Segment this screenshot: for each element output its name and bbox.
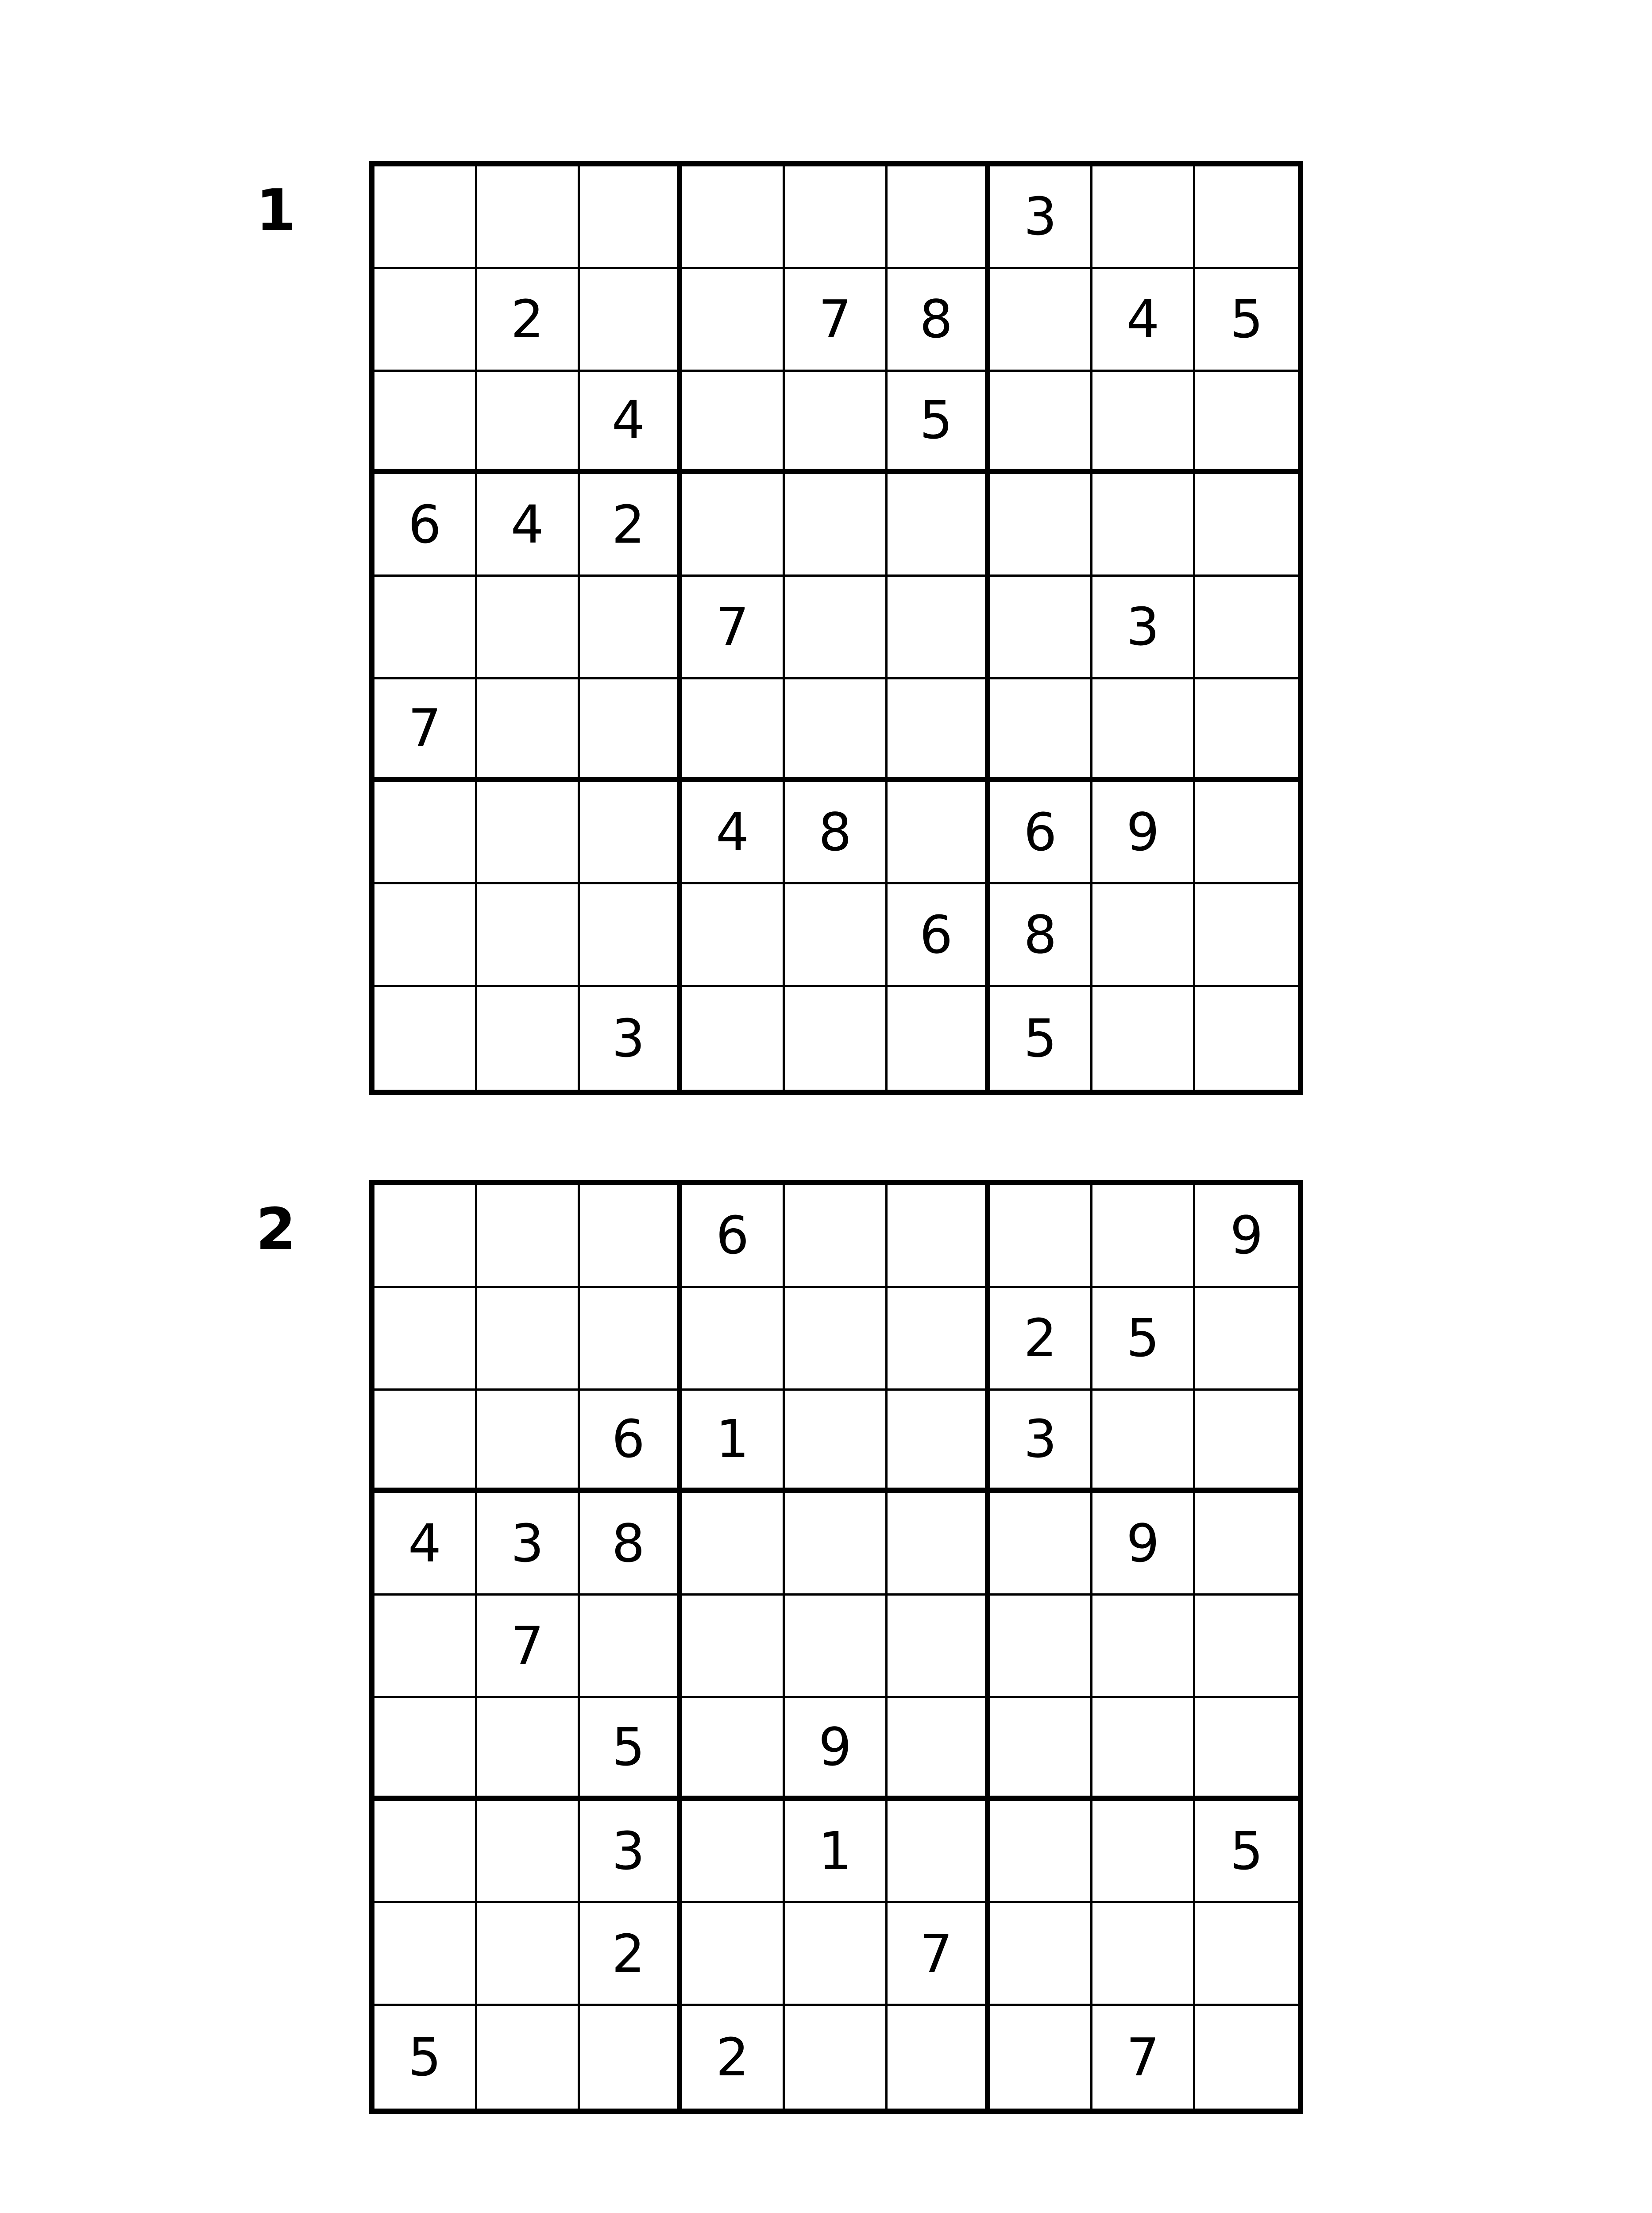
sudoku-cell[interactable] (374, 372, 477, 474)
sudoku-cell[interactable] (682, 1288, 785, 1391)
sudoku-cell[interactable]: 3 (580, 1801, 683, 1904)
sudoku-cell[interactable]: 5 (580, 1698, 683, 1801)
sudoku-cell[interactable] (580, 1185, 683, 1288)
sudoku-cell[interactable]: 3 (990, 1391, 1093, 1493)
sudoku-cell[interactable] (477, 2006, 580, 2109)
sudoku-cell[interactable] (1195, 884, 1298, 987)
sudoku-cell[interactable] (477, 577, 580, 679)
sudoku-cell[interactable] (682, 1698, 785, 1801)
sudoku-cell[interactable] (990, 1185, 1093, 1288)
sudoku-cell[interactable] (580, 166, 683, 269)
sudoku-cell[interactable] (888, 577, 990, 679)
sudoku-cell[interactable]: 3 (580, 987, 683, 1090)
sudoku-cell[interactable] (785, 577, 888, 679)
sudoku-cell[interactable] (888, 987, 990, 1090)
sudoku-cell[interactable] (990, 2006, 1093, 2109)
sudoku-cell[interactable] (1092, 884, 1195, 987)
sudoku-cell[interactable] (477, 372, 580, 474)
sudoku-cell[interactable] (785, 1391, 888, 1493)
sudoku-cell[interactable]: 9 (1195, 1185, 1298, 1288)
sudoku-cell[interactable]: 3 (477, 1493, 580, 1596)
sudoku-cell[interactable] (1195, 2006, 1298, 2109)
sudoku-cell[interactable] (785, 679, 888, 782)
sudoku-cell[interactable] (682, 987, 785, 1090)
sudoku-cell[interactable] (888, 1288, 990, 1391)
sudoku-cell[interactable]: 6 (990, 782, 1093, 885)
sudoku-cell[interactable]: 7 (477, 1596, 580, 1698)
sudoku-cell[interactable]: 5 (990, 987, 1093, 1090)
sudoku-cell[interactable] (990, 577, 1093, 679)
sudoku-cell[interactable] (1092, 679, 1195, 782)
sudoku-cell[interactable] (1195, 577, 1298, 679)
sudoku-cell[interactable] (1195, 1903, 1298, 2006)
sudoku-cell[interactable] (888, 1391, 990, 1493)
sudoku-cell[interactable] (580, 679, 683, 782)
sudoku-cell[interactable]: 4 (682, 782, 785, 885)
sudoku-cell[interactable] (477, 1185, 580, 1288)
sudoku-cell[interactable] (580, 577, 683, 679)
sudoku-cell[interactable]: 7 (1092, 2006, 1195, 2109)
sudoku-cell[interactable] (580, 884, 683, 987)
sudoku-cell[interactable] (785, 987, 888, 1090)
sudoku-cell[interactable] (477, 1801, 580, 1904)
sudoku-cell[interactable] (785, 1185, 888, 1288)
sudoku-cell[interactable]: 2 (580, 1903, 683, 2006)
sudoku-cell[interactable] (888, 474, 990, 577)
sudoku-cell[interactable] (477, 1288, 580, 1391)
sudoku-cell[interactable] (785, 1288, 888, 1391)
sudoku-cell[interactable] (1092, 166, 1195, 269)
sudoku-cell[interactable] (1092, 1801, 1195, 1904)
sudoku-cell[interactable]: 9 (1092, 782, 1195, 885)
sudoku-cell[interactable] (888, 166, 990, 269)
sudoku-cell[interactable]: 1 (785, 1801, 888, 1904)
sudoku-cell[interactable] (477, 1391, 580, 1493)
sudoku-cell[interactable] (682, 269, 785, 372)
sudoku-cell[interactable]: 5 (1092, 1288, 1195, 1391)
sudoku-cell[interactable] (1092, 1903, 1195, 2006)
sudoku-cell[interactable] (1092, 1698, 1195, 1801)
puzzle-number-2: 2 (256, 1195, 296, 1263)
sudoku-cell[interactable] (374, 1903, 477, 2006)
sudoku-cell[interactable] (785, 884, 888, 987)
sudoku-cell[interactable] (1195, 1493, 1298, 1596)
sudoku-cell[interactable] (990, 474, 1093, 577)
sudoku-cell[interactable] (990, 269, 1093, 372)
sudoku-cell[interactable]: 6 (580, 1391, 683, 1493)
sudoku-cell[interactable] (888, 2006, 990, 2109)
sudoku-cell[interactable] (785, 166, 888, 269)
sudoku-cell[interactable]: 8 (580, 1493, 683, 1596)
sudoku-cell[interactable] (374, 782, 477, 885)
puzzle-number-1: 1 (256, 177, 296, 244)
sudoku-cell[interactable] (580, 269, 683, 372)
sudoku-cell[interactable]: 5 (888, 372, 990, 474)
sudoku-cell[interactable]: 6 (888, 884, 990, 987)
sudoku-cell[interactable] (1092, 1596, 1195, 1698)
sudoku-cell[interactable] (374, 987, 477, 1090)
sudoku-cell[interactable] (785, 372, 888, 474)
sudoku-cell[interactable]: 8 (888, 269, 990, 372)
sudoku-cell[interactable] (374, 577, 477, 679)
sudoku-cell[interactable] (990, 1493, 1093, 1596)
sudoku-grid-1 (369, 161, 1303, 1095)
sudoku-cell[interactable] (785, 2006, 888, 2109)
sudoku-cell[interactable] (888, 1185, 990, 1288)
sudoku-cell[interactable]: 2 (990, 1288, 1093, 1391)
sudoku-cell[interactable] (1195, 782, 1298, 885)
sudoku-cell[interactable] (682, 1801, 785, 1904)
sudoku-cell[interactable] (1195, 987, 1298, 1090)
sudoku-cell[interactable] (374, 269, 477, 372)
sudoku-cell[interactable] (374, 1596, 477, 1698)
sudoku-cell[interactable]: 8 (990, 884, 1093, 987)
sudoku-cell[interactable] (888, 1596, 990, 1698)
sudoku-cell[interactable] (477, 782, 580, 885)
sudoku-cell[interactable] (580, 1288, 683, 1391)
sudoku-cell[interactable] (1195, 166, 1298, 269)
sudoku-cell[interactable]: 6 (682, 1185, 785, 1288)
sudoku-cell[interactable] (1092, 474, 1195, 577)
sudoku-cell[interactable] (477, 884, 580, 987)
sudoku-cell[interactable] (1195, 372, 1298, 474)
sudoku-cell[interactable] (374, 884, 477, 987)
sudoku-cell[interactable] (682, 166, 785, 269)
sudoku-cell[interactable]: 4 (1092, 269, 1195, 372)
sudoku-cell[interactable]: 3 (1092, 577, 1195, 679)
sudoku-cell[interactable]: 5 (1195, 1801, 1298, 1904)
sudoku-cell[interactable]: 7 (785, 269, 888, 372)
sudoku-cell[interactable] (888, 782, 990, 885)
sudoku-cell[interactable]: 8 (785, 782, 888, 885)
sudoku-cell[interactable] (374, 1801, 477, 1904)
sudoku-cell[interactable] (580, 782, 683, 885)
sudoku-cell[interactable] (477, 1698, 580, 1801)
sudoku-cell[interactable] (580, 2006, 683, 2109)
sudoku-cell[interactable] (888, 1801, 990, 1904)
sudoku-cell[interactable] (1092, 372, 1195, 474)
sudoku-cell[interactable] (1195, 474, 1298, 577)
sudoku-cell[interactable] (1092, 987, 1195, 1090)
sudoku-cell[interactable]: 4 (374, 1493, 477, 1596)
sudoku-cell[interactable]: 9 (1092, 1493, 1195, 1596)
sudoku-cell[interactable] (888, 1493, 990, 1596)
sudoku-grid-2 (369, 1180, 1303, 2114)
sudoku-cell[interactable]: 2 (477, 269, 580, 372)
sudoku-cell[interactable] (1195, 1288, 1298, 1391)
sudoku-cell[interactable]: 6 (374, 474, 477, 577)
sudoku-cell[interactable] (477, 166, 580, 269)
sudoku-cell[interactable] (990, 1801, 1093, 1904)
sudoku-cell[interactable] (682, 1596, 785, 1698)
sudoku-cell[interactable] (374, 1391, 477, 1493)
sudoku-cell[interactable]: 7 (888, 1903, 990, 2006)
sudoku-cell[interactable] (682, 1903, 785, 2006)
sudoku-cell[interactable] (682, 372, 785, 474)
sudoku-cell[interactable] (682, 474, 785, 577)
sudoku-cell[interactable]: 2 (580, 474, 683, 577)
sudoku-cell[interactable] (990, 679, 1093, 782)
sudoku-cell[interactable] (990, 1903, 1093, 2006)
sudoku-cell[interactable] (1195, 1391, 1298, 1493)
sudoku-cell[interactable] (1195, 1596, 1298, 1698)
sudoku-cell[interactable] (477, 679, 580, 782)
sudoku-cell[interactable] (785, 1903, 888, 2006)
sudoku-cell[interactable] (888, 1698, 990, 1801)
sudoku-cell[interactable] (1195, 1698, 1298, 1801)
sudoku-cell[interactable] (682, 1493, 785, 1596)
sudoku-cell[interactable] (990, 1698, 1093, 1801)
sudoku-cell[interactable]: 7 (374, 679, 477, 782)
sudoku-cell[interactable]: 2 (682, 2006, 785, 2109)
sudoku-cell[interactable] (1092, 1185, 1195, 1288)
sudoku-cell[interactable] (785, 1493, 888, 1596)
sudoku-cell[interactable] (374, 1698, 477, 1801)
sudoku-cell[interactable] (1195, 679, 1298, 782)
sudoku-cell[interactable] (1092, 1391, 1195, 1493)
sudoku-cell[interactable] (785, 474, 888, 577)
sudoku-cell[interactable]: 3 (990, 166, 1093, 269)
sudoku-cell[interactable]: 1 (682, 1391, 785, 1493)
sudoku-cell[interactable] (580, 1596, 683, 1698)
sudoku-cell[interactable]: 9 (785, 1698, 888, 1801)
sudoku-cell[interactable] (374, 1288, 477, 1391)
sudoku-cell[interactable] (990, 372, 1093, 474)
sudoku-cell[interactable] (477, 987, 580, 1090)
sudoku-cell[interactable] (888, 679, 990, 782)
sudoku-cell[interactable] (682, 679, 785, 782)
sudoku-cell[interactable]: 5 (374, 2006, 477, 2109)
sudoku-cell[interactable] (374, 1185, 477, 1288)
sudoku-cell[interactable]: 4 (477, 474, 580, 577)
sudoku-cell[interactable] (477, 1903, 580, 2006)
sudoku-cell[interactable]: 4 (580, 372, 683, 474)
sudoku-cell[interactable] (682, 884, 785, 987)
sudoku-cell[interactable]: 7 (682, 577, 785, 679)
sudoku-cell[interactable] (374, 166, 477, 269)
sudoku-cell[interactable]: 5 (1195, 269, 1298, 372)
sudoku-cell[interactable] (785, 1596, 888, 1698)
sudoku-cell[interactable] (990, 1596, 1093, 1698)
